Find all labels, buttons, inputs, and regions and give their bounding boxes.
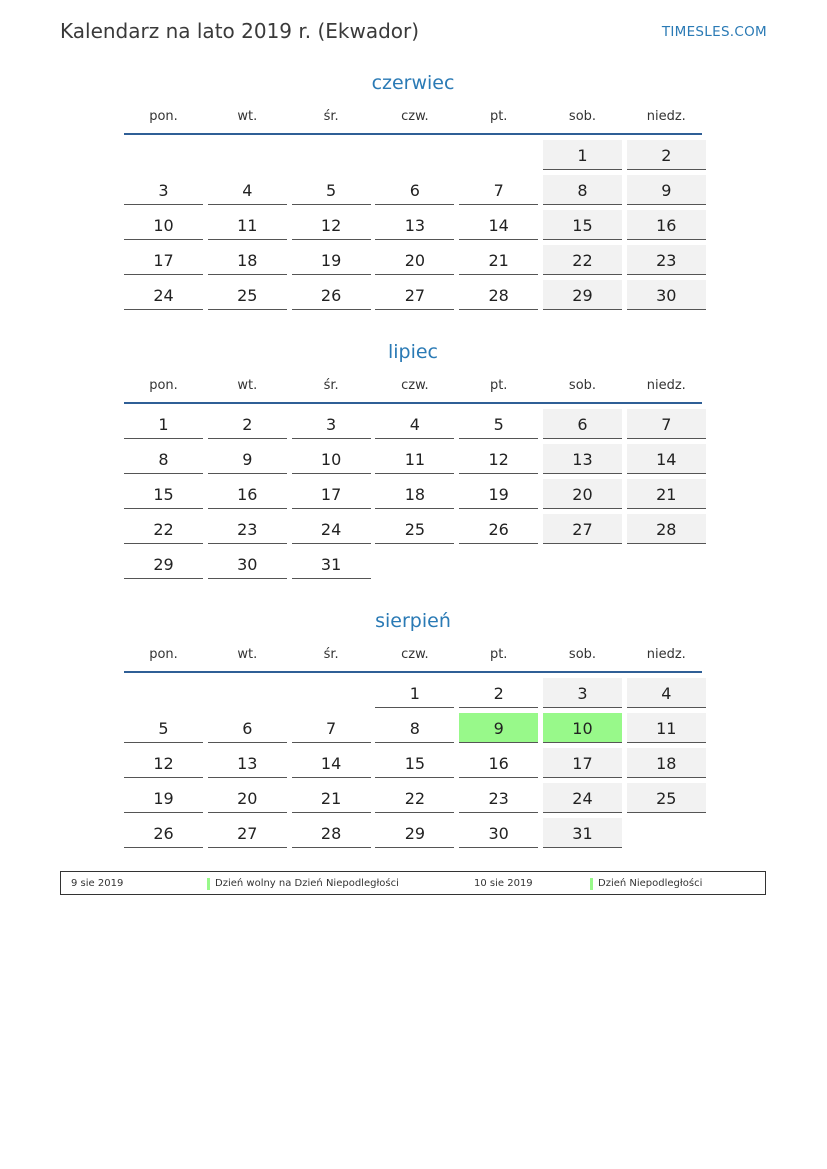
day-cell-empty	[375, 140, 454, 170]
day-cell-holiday: 9	[459, 713, 538, 743]
day-cell: 29	[124, 549, 203, 579]
weekday-label: sob.	[568, 647, 597, 662]
day-cell: 5	[292, 175, 371, 205]
month-name: czerwiec	[371, 72, 455, 94]
day-cell: 12	[124, 748, 203, 778]
day-grid	[124, 409, 702, 579]
day-cell: 31	[543, 818, 622, 848]
weekday-label: sob.	[568, 109, 597, 124]
day-cell: 16	[459, 748, 538, 778]
day-cell: 1	[124, 409, 203, 439]
weekday-label: wt.	[237, 378, 258, 393]
day-cell: 6	[375, 175, 454, 205]
day-cell-empty	[208, 140, 287, 170]
day-cell: 21	[459, 245, 538, 275]
weekday-label: pt.	[489, 109, 508, 124]
day-cell: 16	[208, 479, 287, 509]
day-cell: 19	[292, 245, 371, 275]
weekday-label: czw.	[401, 378, 429, 393]
legend-date: 10 sie 2019	[474, 878, 533, 889]
day-cell: 2	[459, 678, 538, 708]
day-cell: 27	[375, 280, 454, 310]
weekday-label: śr.	[323, 647, 339, 662]
day-cell: 17	[124, 245, 203, 275]
weekday-label: pt.	[489, 647, 508, 662]
day-cell: 15	[375, 748, 454, 778]
day-cell: 25	[208, 280, 287, 310]
day-cell: 13	[208, 748, 287, 778]
weekday-label: niedz.	[646, 109, 686, 124]
day-grid	[124, 140, 702, 310]
day-cell: 8	[124, 444, 203, 474]
day-cell: 11	[208, 210, 287, 240]
day-cell: 11	[627, 713, 706, 743]
day-cell: 23	[208, 514, 287, 544]
day-cell: 3	[292, 409, 371, 439]
page-title: Kalendarz na lato 2019 r. (Ekwador)	[60, 19, 420, 43]
day-cell: 22	[543, 245, 622, 275]
day-cell: 30	[459, 818, 538, 848]
day-cell: 7	[292, 713, 371, 743]
day-cell: 19	[124, 783, 203, 813]
month-july	[124, 338, 702, 579]
weekday-label: pon.	[149, 647, 178, 662]
day-cell: 22	[124, 514, 203, 544]
day-cell: 14	[627, 444, 706, 474]
weekday-label: śr.	[323, 109, 339, 124]
weekday-label: czw.	[401, 109, 429, 124]
weekday-label: śr.	[323, 378, 339, 393]
day-cell: 21	[292, 783, 371, 813]
legend-date: 9 sie 2019	[71, 878, 124, 889]
day-cell: 2	[208, 409, 287, 439]
day-cell: 7	[459, 175, 538, 205]
day-cell: 28	[627, 514, 706, 544]
day-cell: 21	[627, 479, 706, 509]
weekday-header	[124, 376, 702, 404]
weekday-label: niedz.	[646, 647, 686, 662]
day-cell: 16	[627, 210, 706, 240]
day-cell: 8	[375, 713, 454, 743]
month-name: lipiec	[387, 341, 439, 363]
day-cell: 13	[375, 210, 454, 240]
weekday-label: wt.	[237, 109, 258, 124]
day-cell: 19	[459, 479, 538, 509]
month-august	[124, 607, 702, 848]
weekday-label: niedz.	[646, 378, 686, 393]
day-cell: 23	[627, 245, 706, 275]
day-cell-empty	[292, 678, 371, 708]
day-cell: 18	[375, 479, 454, 509]
day-cell: 5	[459, 409, 538, 439]
day-cell: 7	[627, 409, 706, 439]
weekday-header	[124, 107, 702, 135]
day-cell: 26	[292, 280, 371, 310]
day-cell: 18	[627, 748, 706, 778]
weekday-label: czw.	[401, 647, 429, 662]
weekday-label: wt.	[237, 647, 258, 662]
day-cell: 23	[459, 783, 538, 813]
day-cell-empty	[292, 140, 371, 170]
day-cell: 29	[543, 280, 622, 310]
legend-holiday-name: Dzień Niepodległości	[590, 878, 702, 890]
day-cell: 28	[292, 818, 371, 848]
day-cell: 24	[124, 280, 203, 310]
weekday-label: pon.	[149, 109, 178, 124]
day-cell: 26	[459, 514, 538, 544]
day-cell: 30	[627, 280, 706, 310]
month-name: sierpień	[375, 610, 451, 632]
day-cell: 5	[124, 713, 203, 743]
holiday-legend	[60, 871, 766, 895]
day-cell: 2	[627, 140, 706, 170]
day-cell: 24	[543, 783, 622, 813]
day-cell: 22	[375, 783, 454, 813]
day-cell: 6	[208, 713, 287, 743]
day-cell: 26	[124, 818, 203, 848]
day-cell-empty	[459, 140, 538, 170]
day-cell: 6	[543, 409, 622, 439]
brand-logo-text[interactable]: TIMESLES.COM	[661, 24, 767, 40]
day-cell-empty	[124, 140, 203, 170]
day-cell: 25	[375, 514, 454, 544]
day-cell: 30	[208, 549, 287, 579]
day-cell: 1	[543, 140, 622, 170]
day-cell: 29	[375, 818, 454, 848]
day-cell: 4	[627, 678, 706, 708]
day-cell: 27	[208, 818, 287, 848]
day-cell: 12	[292, 210, 371, 240]
weekday-label: sob.	[568, 378, 597, 393]
day-grid	[124, 678, 702, 848]
day-cell: 17	[543, 748, 622, 778]
day-cell: 12	[459, 444, 538, 474]
weekday-label: pon.	[149, 378, 178, 393]
day-cell: 4	[208, 175, 287, 205]
day-cell: 10	[124, 210, 203, 240]
day-cell: 4	[375, 409, 454, 439]
day-cell: 3	[543, 678, 622, 708]
day-cell: 9	[627, 175, 706, 205]
day-cell: 15	[543, 210, 622, 240]
day-cell: 3	[124, 175, 203, 205]
day-cell: 31	[292, 549, 371, 579]
day-cell: 25	[627, 783, 706, 813]
day-cell: 1	[375, 678, 454, 708]
day-cell: 11	[375, 444, 454, 474]
day-cell: 20	[543, 479, 622, 509]
day-cell: 20	[375, 245, 454, 275]
day-cell-empty	[208, 678, 287, 708]
day-cell: 27	[543, 514, 622, 544]
day-cell: 24	[292, 514, 371, 544]
day-cell: 20	[208, 783, 287, 813]
day-cell: 9	[208, 444, 287, 474]
day-cell-empty	[124, 678, 203, 708]
day-cell-holiday: 10	[543, 713, 622, 743]
day-cell: 13	[543, 444, 622, 474]
day-cell: 28	[459, 280, 538, 310]
day-cell: 18	[208, 245, 287, 275]
weekday-header	[124, 645, 702, 673]
day-cell: 17	[292, 479, 371, 509]
month-june	[124, 69, 702, 310]
day-cell: 15	[124, 479, 203, 509]
day-cell: 10	[292, 444, 371, 474]
weekday-label: pt.	[489, 378, 508, 393]
day-cell: 14	[292, 748, 371, 778]
legend-holiday-name: Dzień wolny na Dzień Niepodległości	[207, 878, 399, 890]
day-cell: 8	[543, 175, 622, 205]
day-cell: 14	[459, 210, 538, 240]
